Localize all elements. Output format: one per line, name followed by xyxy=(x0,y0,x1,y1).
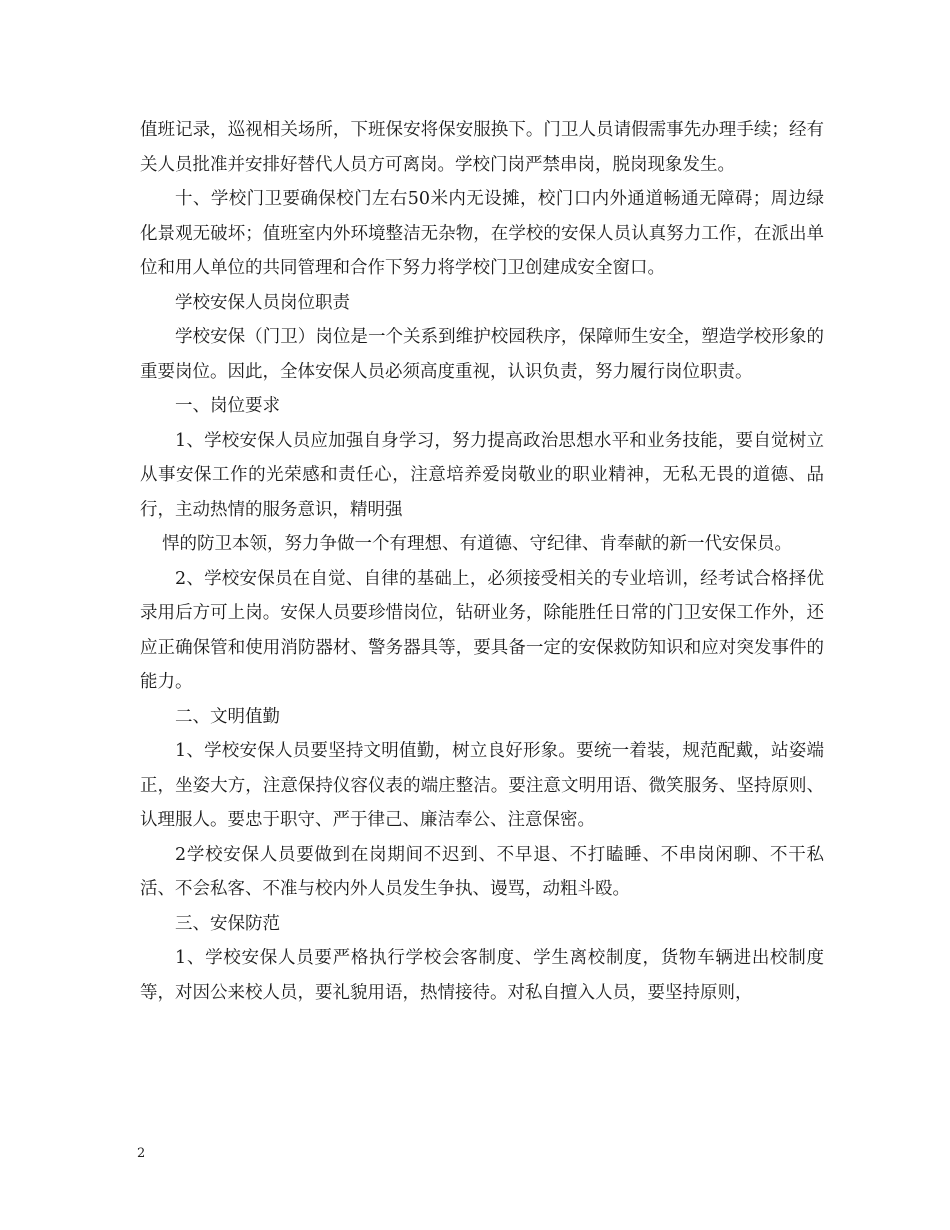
page-number: 2 xyxy=(137,1146,146,1161)
heading-1: 一、岗位要求 xyxy=(175,396,280,416)
section-title: 学校安保人员岗位职责 xyxy=(175,292,350,313)
paragraph-1-1: 1、学校安保人员应加强自身学习，努力提高政治思想水平和业务技能，要自觉树立从事安保工作的光荣感和责任心，注意培养爱岗敬业的职业精神，无私无畏的道德、品行，主动热情的服务意识，精明强 xyxy=(140,430,824,520)
document-body xyxy=(140,113,824,1010)
paragraph-intro: 学校安保（门卫）岗位是一个关系到维护校园秩序，保障师生安全，塑造学校形象的重要岗位。因此，全体安保人员必须高度重视，认识负责，努力履行岗位职责。 xyxy=(140,327,824,382)
paragraph-1-2: 2、学校安保员在自觉、自律的基础上，必须接受相关的专业培训，经考试合格择优录用后方可上岗。安保人员要珍惜岗位，钻研业务，除能胜任日常的门卫安保工作外，还应正确保管和使用消防器材、警务器具等，要具备一定的安保救防知识和应对突发事件的能力。 xyxy=(140,568,824,692)
paragraph-2-1: 1、学校安保人员要坚持文明值勤，树立良好形象。要统一着装，规范配戴，站姿端正，坐姿大方，注意保持仪容仪表的端庄整洁。要注意文明用语、微笑服务、坚持原则、认理服人。要忠于职守、严于律己、廉洁奉公、注意保密。 xyxy=(140,741,824,830)
heading-3: 三、安保防范 xyxy=(175,913,280,934)
paragraph-1: 值班记录，巡视相关场所，下班保安将保安服换下。门卫人员请假需事先办理手续；经有关人员批准并安排好替代人员方可离岗。学校门岗严禁串岗，脱岗现象发生。 xyxy=(140,120,824,175)
paragraph-3-1: 1、学校安保人员要严格执行学校会客制度、学生离校制度，货物车辆进出校制度等，对因公来校人员，要礼貌用语，热情接待。对私自擅入人员，要坚持原则， xyxy=(140,948,824,1003)
paragraph-2: 十、学校门卫要确保校门左右50米内无设摊，校门口内外通道畅通无障碍；周边绿化景观无破坏；值班室内外环境整洁无杂物，在学校的安保人员认真努力工作，在派出单位和用人单位的共同管理和合作下努力将学校门卫创建成安全窗口。 xyxy=(140,189,824,278)
heading-2: 二、文明值勤 xyxy=(175,706,280,727)
paragraph-1-1-cont: 悍的防卫本领，努力争做一个有理想、有道德、守纪律、肯奉献的新一代安保员。 xyxy=(162,534,792,554)
paragraph-2-2: 2学校安保人员要做到在岗期间不迟到、不早退、不打瞌睡、不串岗闲聊、不干私活、不会私客、不准与校内外人员发生争执、谩骂，动粗斗殴。 xyxy=(140,844,824,899)
